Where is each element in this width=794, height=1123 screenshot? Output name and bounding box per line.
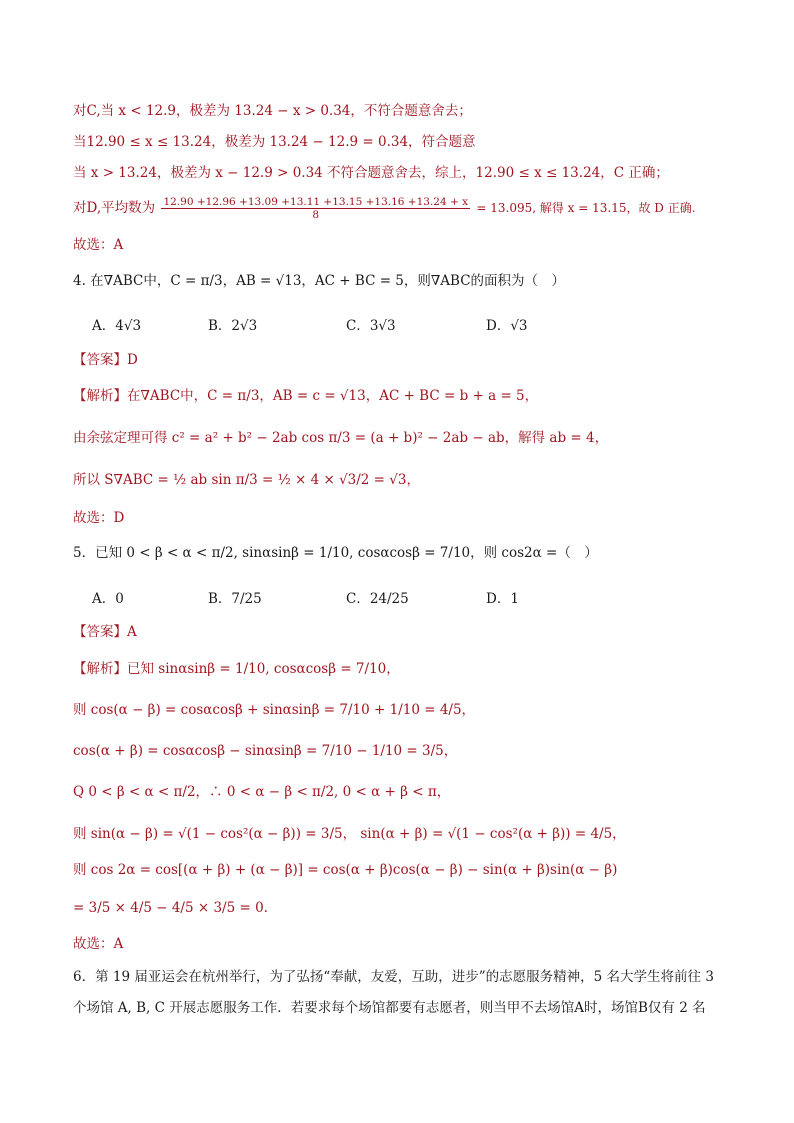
- q5-analysis-7: = 3/5 × 4/5 − 4/5 × 3/5 = 0.: [73, 900, 268, 916]
- q4-option-c: C．3√3: [346, 318, 396, 334]
- choice-q5: 故选：A: [73, 936, 124, 952]
- q5-option-b: B．7/25: [208, 591, 262, 607]
- q4-answer: 【答案】D: [73, 352, 138, 368]
- q5-analysis-3: cos(α + β) = cosαcosβ − sinαsinβ = 7/10 − 1/10 = 3/5，: [73, 743, 458, 759]
- q5-analysis-4: Q 0 < β < α < π/2，∴ 0 < α − β < π/2, 0 < α + β < π，: [73, 784, 451, 800]
- choice-q4: 故选：D: [73, 510, 125, 526]
- mean-denominator: 8: [312, 209, 320, 221]
- q4-option-d: D．√3: [486, 318, 528, 334]
- solution-line-c1: 对C,当 x < 12.9，极差为 13.24 − x > 0.34，不符合题意舍去；: [73, 103, 472, 119]
- q5-analysis-5: 则 sin(α − β) = √(1 − cos²(α − β)) = 3/5， sin(α + β) = √(1 − cos²(α + β)) = 4/5，: [73, 826, 626, 842]
- q5-stem: 5．已知 0 < β < α < π/2, sinαsinβ = 1/10, cosαcosβ = 7/10，则 cos2α =（ ）: [73, 545, 598, 561]
- solution-line-d: [73, 193, 754, 223]
- q5-option-c: C．24/25: [346, 591, 409, 607]
- q4-analysis-1: 【解析】在∇ABC中，C = π/3，AB = c = √13，AC + BC = b + a = 5，: [73, 388, 539, 404]
- q4-stem: 4. 在∇ABC中，C = π/3，AB = √13，AC + BC = 5，则∇ABC的面积为（ ）: [73, 273, 566, 289]
- mean-numerator: 12.90 +12.96 +13.09 +13.11 +13.15 +13.16 +13.24 + x: [163, 195, 469, 208]
- solution-line-c3: 当 x > 13.24，极差为 x − 12.9 > 0.34 不符合题意舍去，综上，12.90 ≤ x ≤ 13.24，C 正确；: [73, 165, 669, 181]
- q4-analysis-3: 所以 S∇ABC = ½ ab sin π/3 = ½ × 4 × √3/2 = √3，: [73, 472, 420, 488]
- q4-option-b: B．2√3: [208, 318, 258, 334]
- q6-line-1: 6．第 19 届亚运会在杭州举行，为了弘扬“奉献，友爱，互助，进步”的志愿服务精神，5 名大学生将前往 3: [73, 969, 714, 985]
- choice-q3: 故选：A: [73, 237, 124, 253]
- q5-analysis-6: 则 cos 2α = cos[(α + β) + (α − β)] = cos(α + β)cos(α − β) − sin(α + β)sin(α − β): [73, 862, 618, 878]
- q5-analysis-2: 则 cos(α − β) = cosαcosβ + sinαsinβ = 7/10 + 1/10 = 4/5，: [73, 702, 476, 718]
- solution-d-suffix: = 13.095, 解得 x = 13.15，故 D 正确.: [476, 201, 696, 215]
- solution-d-prefix: 对D,平均数为: [73, 200, 156, 216]
- q6-line-2: 个场馆 A, B, C 开展志愿服务工作．若要求每个场馆都要有志愿者，则当甲不去场馆A时，场馆B仅有 2 名: [73, 1000, 706, 1016]
- q5-option-d: D．1: [486, 591, 519, 607]
- q4-option-a: A．4√3: [92, 318, 142, 334]
- solution-line-c2: 当12.90 ≤ x ≤ 13.24，极差为 13.24 − 12.9 = 0.34，符合题意: [73, 134, 476, 150]
- q5-analysis-1: 【解析】已知 sinαsinβ = 1/10, cosαcosβ = 7/10，: [73, 661, 400, 677]
- q5-option-a: A．0: [92, 591, 124, 607]
- q5-answer: 【答案】A: [73, 624, 137, 640]
- mean-fraction: [161, 197, 470, 221]
- q4-analysis-2: 由余弦定理可得 c² = a² + b² − 2ab cos π/3 = (a + b)² − 2ab − ab，解得 ab = 4，: [73, 430, 609, 446]
